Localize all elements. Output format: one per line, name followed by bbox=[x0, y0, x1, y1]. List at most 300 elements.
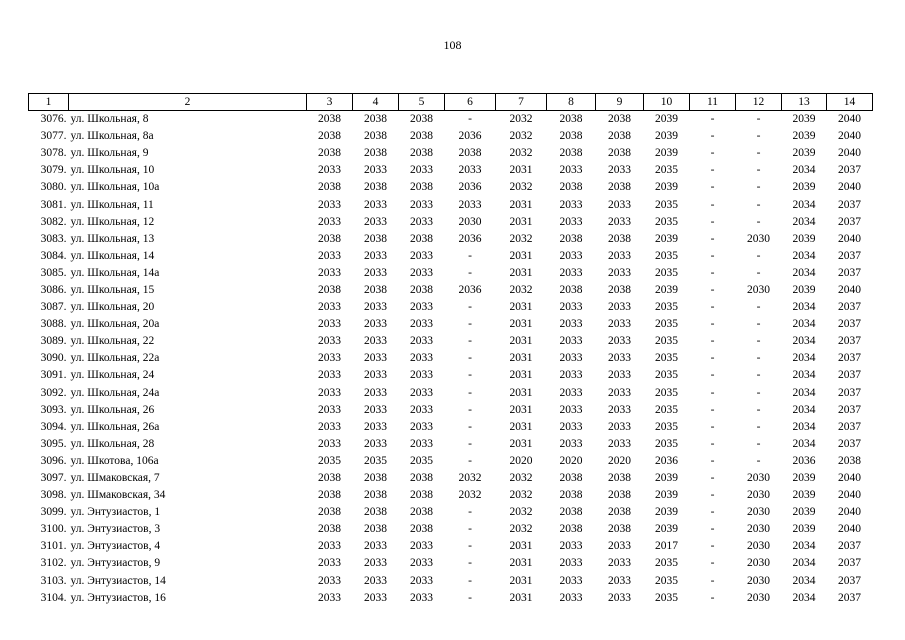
table-row bbox=[29, 128, 873, 145]
address-cell: ул. Энтузиастов, 9 bbox=[70, 557, 161, 570]
year-cell: 2038 bbox=[559, 283, 583, 296]
table-row bbox=[29, 504, 873, 521]
year-cell: - bbox=[468, 369, 472, 382]
year-cell: 2038 bbox=[458, 147, 482, 160]
year-cell: 2038 bbox=[364, 523, 387, 536]
row-number-cell: 3098. bbox=[40, 489, 67, 502]
year-cell: 2033 bbox=[410, 318, 433, 331]
year-cell: 2033 bbox=[364, 369, 387, 382]
address-cell: ул. Школьная, 20 bbox=[70, 301, 155, 314]
year-cell: 2035 bbox=[655, 557, 678, 570]
year-cell: - bbox=[710, 181, 715, 194]
year-cell: 2038 bbox=[410, 489, 433, 502]
year-cell: 2039 bbox=[792, 130, 816, 143]
year-cell: 2038 bbox=[318, 113, 341, 126]
year-cell: 2039 bbox=[655, 130, 678, 143]
year-cell: 2033 bbox=[608, 215, 631, 228]
year-cell: 2038 bbox=[410, 113, 433, 126]
year-cell: 2039 bbox=[655, 147, 678, 160]
year-cell: 2033 bbox=[559, 266, 583, 279]
year-cell: 2037 bbox=[838, 198, 861, 211]
row-number-cell: 3104. bbox=[40, 591, 67, 604]
year-cell: 2033 bbox=[410, 386, 433, 399]
year-cell: - bbox=[756, 266, 761, 279]
year-cell: 2038 bbox=[608, 506, 631, 519]
year-cell: 2040 bbox=[838, 130, 861, 143]
year-cell: 2035 bbox=[655, 335, 678, 348]
year-cell: 2034 bbox=[792, 318, 816, 331]
column-header-3: 3 bbox=[307, 94, 353, 111]
year-cell: - bbox=[710, 369, 715, 382]
year-cell: 2033 bbox=[364, 557, 387, 570]
year-cell: 2033 bbox=[364, 164, 387, 177]
year-cell: 2038 bbox=[364, 113, 387, 126]
year-cell: 2035 bbox=[655, 369, 678, 382]
year-cell: 2039 bbox=[655, 181, 678, 194]
table-row bbox=[29, 299, 873, 316]
address-cell: ул. Школьная, 14 bbox=[70, 249, 155, 262]
year-cell: 2033 bbox=[559, 215, 583, 228]
year-cell: - bbox=[756, 181, 761, 194]
year-cell: 2040 bbox=[838, 523, 861, 536]
year-cell: - bbox=[756, 437, 761, 450]
year-cell: - bbox=[710, 437, 715, 450]
year-cell: 2030 bbox=[458, 215, 482, 228]
year-cell: 2031 bbox=[509, 574, 533, 587]
year-cell: 2033 bbox=[559, 249, 583, 262]
column-header-13: 13 bbox=[782, 94, 827, 111]
year-cell: 2033 bbox=[364, 198, 387, 211]
column-header-14: 14 bbox=[827, 94, 873, 111]
year-cell: 2040 bbox=[838, 113, 861, 126]
year-cell: 2033 bbox=[608, 574, 631, 587]
row-number-cell: 3102. bbox=[40, 557, 67, 570]
year-cell: 2033 bbox=[364, 301, 387, 314]
table-row bbox=[29, 573, 873, 590]
year-cell: 2032 bbox=[509, 181, 533, 194]
year-cell: - bbox=[468, 540, 472, 553]
table-row bbox=[29, 162, 873, 179]
year-cell: 2038 bbox=[608, 232, 631, 245]
year-cell: - bbox=[710, 335, 715, 348]
year-cell: 2035 bbox=[655, 386, 678, 399]
year-cell: 2036 bbox=[458, 130, 482, 143]
year-cell: - bbox=[468, 557, 472, 570]
year-cell: 2040 bbox=[838, 489, 861, 502]
year-cell: - bbox=[710, 523, 715, 536]
year-cell: 2030 bbox=[747, 506, 770, 519]
year-cell: 2038 bbox=[608, 283, 631, 296]
year-cell: 2038 bbox=[410, 523, 433, 536]
row-number-cell: 3095. bbox=[40, 437, 67, 450]
table-row bbox=[29, 111, 873, 129]
address-cell: ул. Школьная, 10 bbox=[70, 164, 155, 177]
year-cell: 2038 bbox=[559, 147, 583, 160]
year-cell: 2033 bbox=[410, 557, 433, 570]
schedule-table bbox=[28, 93, 873, 607]
year-cell: 2037 bbox=[838, 266, 861, 279]
table-body bbox=[29, 111, 873, 607]
row-number-cell: 3086. bbox=[40, 283, 67, 296]
year-cell: 2037 bbox=[838, 318, 861, 331]
year-cell: 2033 bbox=[318, 301, 341, 314]
year-cell: 2033 bbox=[608, 437, 631, 450]
year-cell: 2033 bbox=[364, 386, 387, 399]
table-row bbox=[29, 179, 873, 196]
year-cell: - bbox=[468, 335, 472, 348]
year-cell: 2033 bbox=[608, 301, 631, 314]
column-header-12: 12 bbox=[736, 94, 782, 111]
column-header-7: 7 bbox=[496, 94, 547, 111]
year-cell: 2039 bbox=[792, 523, 816, 536]
table-row bbox=[29, 487, 873, 504]
year-cell: 2038 bbox=[559, 523, 583, 536]
year-cell: 2032 bbox=[509, 147, 533, 160]
year-cell: 2031 bbox=[509, 352, 533, 365]
year-cell: - bbox=[468, 318, 472, 331]
year-cell: 2034 bbox=[792, 591, 816, 604]
year-cell: 2030 bbox=[747, 283, 770, 296]
year-cell: 2038 bbox=[318, 181, 341, 194]
year-cell: 2033 bbox=[559, 318, 583, 331]
address-cell: ул. Энтузиастов, 16 bbox=[70, 591, 166, 604]
year-cell: 2038 bbox=[364, 472, 387, 485]
year-cell: 2038 bbox=[559, 472, 583, 485]
year-cell: 2037 bbox=[838, 301, 861, 314]
year-cell: 2033 bbox=[458, 164, 482, 177]
year-cell: 2032 bbox=[509, 523, 533, 536]
year-cell: 2033 bbox=[559, 557, 583, 570]
year-cell: 2039 bbox=[655, 489, 678, 502]
table-row bbox=[29, 590, 873, 607]
row-number-cell: 3079. bbox=[40, 164, 67, 177]
address-cell: ул. Школьная, 9 bbox=[70, 147, 149, 160]
year-cell: - bbox=[756, 386, 761, 399]
year-cell: 2037 bbox=[838, 540, 861, 553]
year-cell: 2034 bbox=[792, 266, 816, 279]
row-number-cell: 3077. bbox=[40, 130, 67, 143]
year-cell: 2033 bbox=[364, 352, 387, 365]
year-cell: 2033 bbox=[318, 164, 341, 177]
table-row bbox=[29, 196, 873, 213]
year-cell: 2037 bbox=[838, 164, 861, 177]
year-cell: 2034 bbox=[792, 215, 816, 228]
year-cell: 2039 bbox=[792, 181, 816, 194]
year-cell: 2032 bbox=[509, 506, 533, 519]
address-cell: ул. Школьная, 28 bbox=[70, 437, 155, 450]
address-cell: ул. Энтузиастов, 14 bbox=[70, 574, 166, 587]
year-cell: 2032 bbox=[509, 489, 533, 502]
year-cell: - bbox=[710, 420, 715, 433]
year-cell: - bbox=[756, 454, 761, 467]
year-cell: 2037 bbox=[838, 249, 861, 262]
year-cell: 2034 bbox=[792, 369, 816, 382]
year-cell: 2033 bbox=[559, 437, 583, 450]
year-cell: 2035 bbox=[655, 164, 678, 177]
year-cell: 2033 bbox=[364, 403, 387, 416]
address-cell: ул. Шкотова, 106а bbox=[70, 454, 159, 467]
year-cell: 2039 bbox=[655, 523, 678, 536]
year-cell: 2033 bbox=[318, 335, 341, 348]
table-row bbox=[29, 316, 873, 333]
year-cell: 2038 bbox=[318, 523, 341, 536]
table-row bbox=[29, 350, 873, 367]
year-cell: 2031 bbox=[509, 540, 533, 553]
column-header-10: 10 bbox=[644, 94, 690, 111]
year-cell: 2033 bbox=[410, 574, 433, 587]
row-number-cell: 3076. bbox=[40, 113, 67, 126]
year-cell: 2034 bbox=[792, 335, 816, 348]
address-cell: ул. Школьная, 8а bbox=[70, 130, 154, 143]
year-cell: 2039 bbox=[655, 113, 678, 126]
year-cell: 2038 bbox=[559, 181, 583, 194]
year-cell: 2033 bbox=[318, 574, 341, 587]
year-cell: 2037 bbox=[838, 215, 861, 228]
year-cell: 2031 bbox=[509, 215, 533, 228]
year-cell: 2031 bbox=[509, 318, 533, 331]
year-cell: 2020 bbox=[559, 454, 583, 467]
year-cell: - bbox=[710, 130, 715, 143]
year-cell: 2031 bbox=[509, 369, 533, 382]
year-cell: 2030 bbox=[747, 540, 770, 553]
year-cell: 2040 bbox=[838, 283, 861, 296]
year-cell: 2032 bbox=[509, 130, 533, 143]
address-cell: ул. Школьная, 22 bbox=[70, 335, 155, 348]
row-number-cell: 3096. bbox=[40, 454, 67, 467]
year-cell: - bbox=[468, 523, 472, 536]
year-cell: 2034 bbox=[792, 540, 816, 553]
address-cell: ул. Школьная, 20а bbox=[70, 318, 160, 331]
column-header-6: 6 bbox=[445, 94, 496, 111]
year-cell: 2033 bbox=[364, 591, 387, 604]
year-cell: 2033 bbox=[364, 335, 387, 348]
row-number-cell: 3087. bbox=[40, 301, 67, 314]
year-cell: 2031 bbox=[509, 437, 533, 450]
year-cell: 2040 bbox=[838, 232, 861, 245]
year-cell: - bbox=[710, 557, 715, 570]
year-cell: 2031 bbox=[509, 591, 533, 604]
year-cell: 2033 bbox=[364, 437, 387, 450]
year-cell: 2034 bbox=[792, 301, 816, 314]
year-cell: - bbox=[710, 249, 715, 262]
column-header-5: 5 bbox=[399, 94, 445, 111]
year-cell: 2034 bbox=[792, 164, 816, 177]
year-cell: 2040 bbox=[838, 181, 861, 194]
year-cell: 2033 bbox=[410, 249, 433, 262]
table-row bbox=[29, 453, 873, 470]
year-cell: 2031 bbox=[509, 403, 533, 416]
row-number-cell: 3082. bbox=[40, 215, 67, 228]
year-cell: 2033 bbox=[410, 266, 433, 279]
year-cell: - bbox=[756, 318, 761, 331]
row-number-cell: 3085. bbox=[40, 266, 67, 279]
year-cell: 2031 bbox=[509, 249, 533, 262]
year-cell: 2035 bbox=[410, 454, 433, 467]
row-number-cell: 3100. bbox=[40, 523, 67, 536]
year-cell: - bbox=[710, 283, 715, 296]
year-cell: 2039 bbox=[655, 232, 678, 245]
year-cell: 2033 bbox=[410, 352, 433, 365]
year-cell: 2033 bbox=[318, 249, 341, 262]
year-cell: 2030 bbox=[747, 232, 770, 245]
year-cell: 2033 bbox=[364, 249, 387, 262]
year-cell: - bbox=[468, 420, 472, 433]
year-cell: 2033 bbox=[318, 266, 341, 279]
year-cell: 2033 bbox=[318, 557, 341, 570]
year-cell: 2033 bbox=[364, 266, 387, 279]
row-number-cell: 3084. bbox=[40, 249, 67, 262]
year-cell: 2038 bbox=[410, 232, 433, 245]
year-cell: 2033 bbox=[559, 591, 583, 604]
year-cell: - bbox=[710, 113, 715, 126]
year-cell: 2038 bbox=[559, 506, 583, 519]
year-cell: - bbox=[710, 506, 715, 519]
table-row bbox=[29, 214, 873, 231]
year-cell: 2037 bbox=[838, 574, 861, 587]
row-number-cell: 3081. bbox=[40, 198, 67, 211]
year-cell: 2032 bbox=[458, 489, 482, 502]
year-cell: - bbox=[756, 130, 761, 143]
year-cell: 2033 bbox=[410, 437, 433, 450]
year-cell: - bbox=[468, 403, 472, 416]
year-cell: - bbox=[756, 198, 761, 211]
year-cell: 2038 bbox=[608, 130, 631, 143]
row-number-cell: 3099. bbox=[40, 506, 67, 519]
year-cell: 2038 bbox=[608, 489, 631, 502]
year-cell: - bbox=[710, 318, 715, 331]
year-cell: 2033 bbox=[608, 318, 631, 331]
column-header-4: 4 bbox=[353, 94, 399, 111]
year-cell: - bbox=[710, 386, 715, 399]
year-cell: - bbox=[710, 164, 715, 177]
address-cell: ул. Школьная, 15 bbox=[70, 283, 155, 296]
table-row bbox=[29, 470, 873, 487]
year-cell: 2032 bbox=[509, 232, 533, 245]
year-cell: 2039 bbox=[792, 283, 816, 296]
year-cell: - bbox=[468, 301, 472, 314]
year-cell: 2039 bbox=[655, 283, 678, 296]
address-cell: ул. Школьная, 13 bbox=[70, 232, 155, 245]
year-cell: 2038 bbox=[318, 130, 341, 143]
year-cell: - bbox=[710, 215, 715, 228]
table-row bbox=[29, 521, 873, 538]
year-cell: 2035 bbox=[655, 420, 678, 433]
year-cell: - bbox=[710, 352, 715, 365]
year-cell: 2037 bbox=[838, 420, 861, 433]
year-cell: 2037 bbox=[838, 335, 861, 348]
address-cell: ул. Шмаковская, 34 bbox=[70, 489, 166, 502]
year-cell: - bbox=[468, 454, 472, 467]
year-cell: 2030 bbox=[747, 523, 770, 536]
year-cell: 2039 bbox=[792, 113, 816, 126]
year-cell: 2037 bbox=[838, 386, 861, 399]
year-cell: - bbox=[710, 540, 715, 553]
year-cell: 2033 bbox=[608, 369, 631, 382]
table-row bbox=[29, 538, 873, 555]
year-cell: 2033 bbox=[559, 574, 583, 587]
year-cell: - bbox=[468, 591, 472, 604]
year-cell: 2034 bbox=[792, 557, 816, 570]
year-cell: 2033 bbox=[410, 540, 433, 553]
year-cell: 2038 bbox=[364, 181, 387, 194]
year-cell: 2033 bbox=[608, 591, 631, 604]
year-cell: 2033 bbox=[608, 335, 631, 348]
row-number-cell: 3083. bbox=[40, 232, 67, 245]
table-row bbox=[29, 333, 873, 350]
year-cell: 2035 bbox=[655, 437, 678, 450]
year-cell: 2039 bbox=[655, 506, 678, 519]
year-cell: 2038 bbox=[608, 147, 631, 160]
year-cell: - bbox=[468, 437, 472, 450]
year-cell: 2035 bbox=[364, 454, 387, 467]
year-cell: 2017 bbox=[655, 540, 678, 553]
table-row bbox=[29, 231, 873, 248]
year-cell: 2033 bbox=[318, 386, 341, 399]
row-number-cell: 3097. bbox=[40, 472, 67, 485]
year-cell: - bbox=[710, 232, 715, 245]
year-cell: 2033 bbox=[410, 403, 433, 416]
year-cell: - bbox=[756, 335, 761, 348]
year-cell: 2033 bbox=[318, 215, 341, 228]
year-cell: 2033 bbox=[608, 266, 631, 279]
table-row bbox=[29, 367, 873, 384]
year-cell: 2038 bbox=[410, 130, 433, 143]
year-cell: 2038 bbox=[838, 454, 861, 467]
address-cell: ул. Школьная, 26а bbox=[70, 420, 160, 433]
year-cell: 2033 bbox=[458, 198, 482, 211]
year-cell: 2038 bbox=[364, 489, 387, 502]
year-cell: 2032 bbox=[509, 113, 533, 126]
year-cell: 2039 bbox=[792, 506, 816, 519]
year-cell: 2038 bbox=[410, 147, 433, 160]
year-cell: 2034 bbox=[792, 574, 816, 587]
year-cell: 2033 bbox=[410, 591, 433, 604]
year-cell: 2038 bbox=[364, 283, 387, 296]
year-cell: 2033 bbox=[410, 420, 433, 433]
year-cell: - bbox=[468, 113, 472, 126]
year-cell: 2037 bbox=[838, 403, 861, 416]
year-cell: 2035 bbox=[655, 266, 678, 279]
year-cell: 2032 bbox=[458, 472, 482, 485]
year-cell: 2039 bbox=[792, 232, 816, 245]
year-cell: 2033 bbox=[608, 403, 631, 416]
year-cell: 2039 bbox=[792, 147, 816, 160]
year-cell: 2038 bbox=[364, 232, 387, 245]
year-cell: 2033 bbox=[559, 420, 583, 433]
table-row bbox=[29, 436, 873, 453]
year-cell: - bbox=[710, 591, 715, 604]
table-row bbox=[29, 419, 873, 436]
year-cell: - bbox=[756, 215, 761, 228]
year-cell: 2033 bbox=[318, 318, 341, 331]
year-cell: 2032 bbox=[509, 472, 533, 485]
year-cell: 2033 bbox=[364, 215, 387, 228]
table-row bbox=[29, 555, 873, 572]
row-number-cell: 3092. bbox=[40, 386, 67, 399]
year-cell: 2038 bbox=[318, 506, 341, 519]
row-number-cell: 3088. bbox=[40, 318, 67, 331]
table-row bbox=[29, 282, 873, 299]
year-cell: 2033 bbox=[410, 301, 433, 314]
address-cell: ул. Школьная, 12 bbox=[70, 215, 155, 228]
year-cell: 2035 bbox=[318, 454, 341, 467]
address-cell: ул. Шмаковская, 7 bbox=[70, 472, 160, 485]
row-number-cell: 3101. bbox=[40, 540, 67, 553]
year-cell: 2031 bbox=[509, 301, 533, 314]
row-number-cell: 3091. bbox=[40, 369, 67, 382]
year-cell: 2033 bbox=[318, 403, 341, 416]
year-cell: - bbox=[710, 147, 715, 160]
